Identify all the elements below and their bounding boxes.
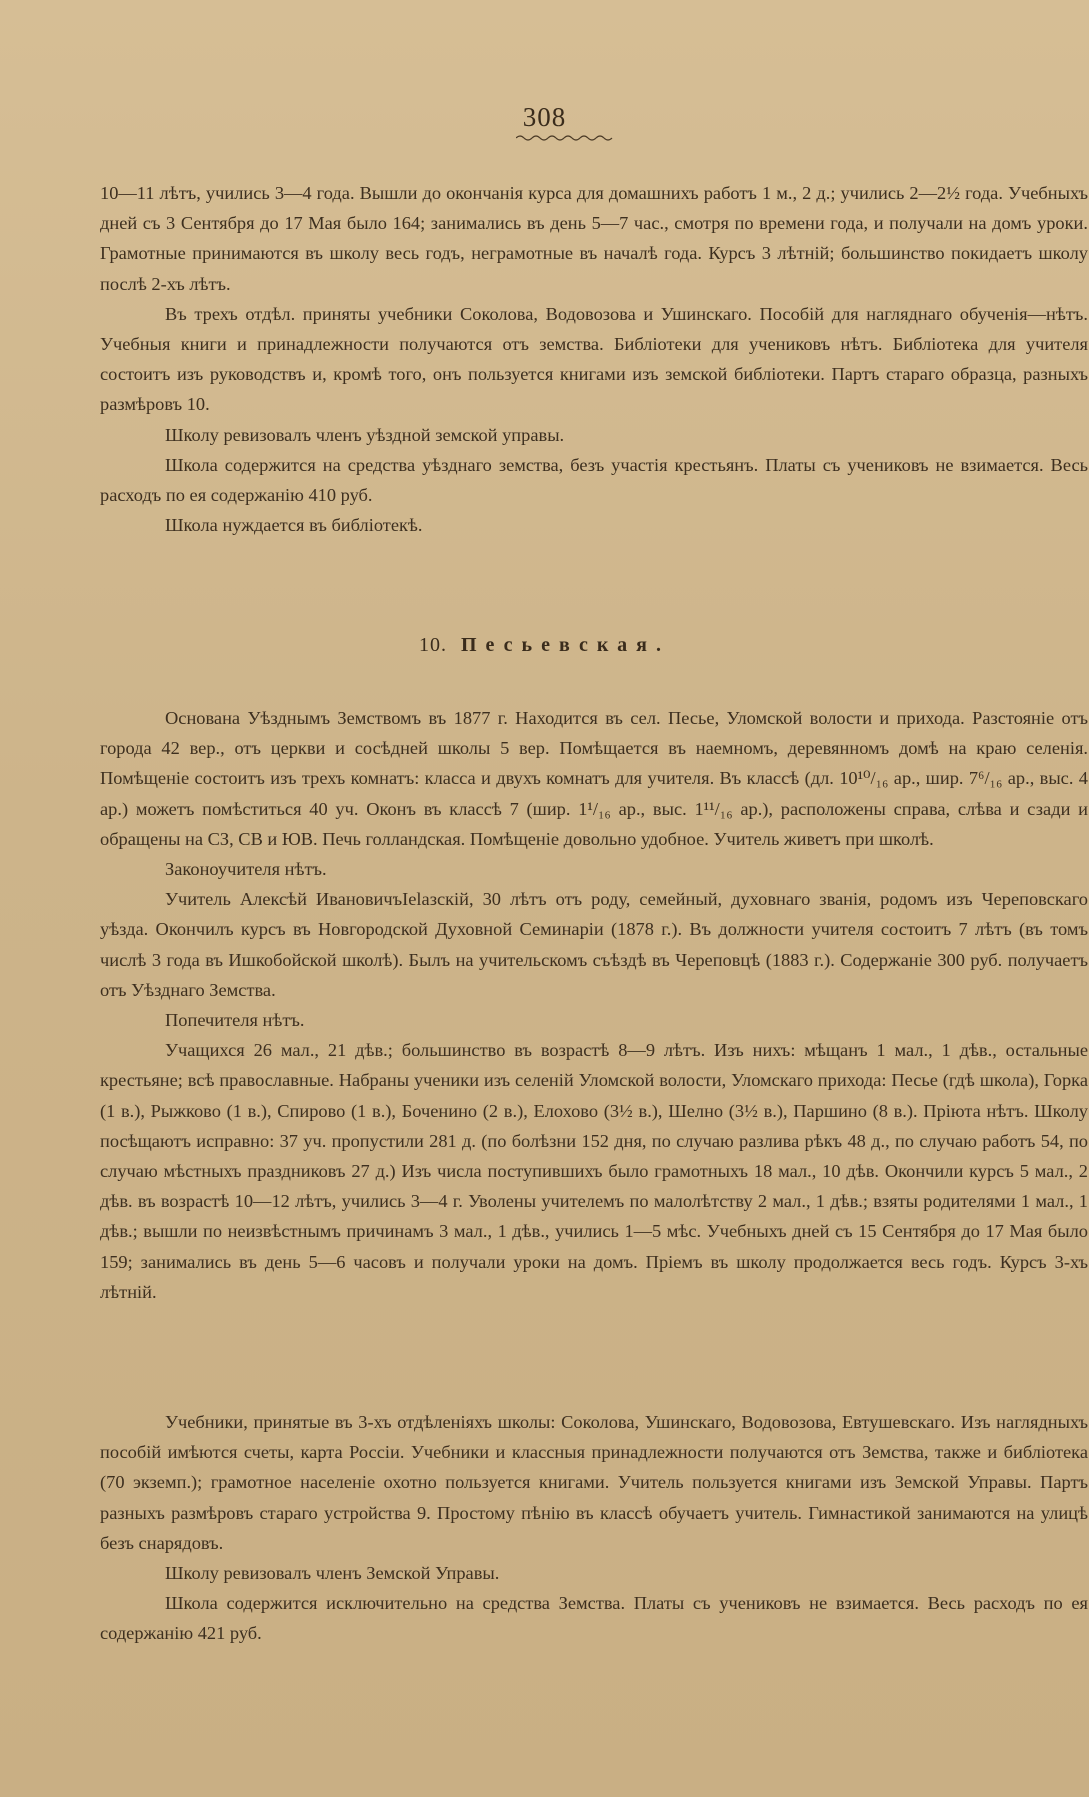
section-heading — [0, 634, 1089, 657]
final-text-block — [100, 1407, 1088, 1649]
page-number: 308 — [522, 102, 567, 132]
paragraph: 10—11 лѣтъ, учились 3—4 года. Вышли до окончанія курса для домашнихъ работъ 1 м., 2 д.; учились 2—2½ года. Учебныхъ дней съ 3 Сентября до 17 Мая было 164; занимались въ день 5—7 час., смотря по времени года, и получали на домъ уроки. Грамотные принимаются въ школу весь годъ, неграмотные въ началѣ года. Курсъ 3 лѣтній; большинство покидаетъ школу послѣ 2-хъ лѣтъ. — [100, 183, 1088, 294]
top-text-block — [100, 178, 1088, 540]
wavy-underline-ornament — [516, 134, 616, 142]
paragraph: Школу ревизовалъ членъ уѣздной земской управы. — [165, 424, 565, 445]
paragraph: Школа содержится на средства уѣзднаго земства, безъ участія крестьянъ. Платы съ учениковъ не взимается. Весь расходъ по ея содержанію 410 руб. — [100, 454, 1088, 506]
paragraph: Учитель Алексѣй ИвановичъIelaзскій, 30 лѣтъ отъ роду, семейный, духовнаго званія, родомъ изъ Череповскаго уѣзда. Окончилъ курсъ въ Новгородской Духовной Семинаріи (1878 г.). Въ должности учителя состоитъ 7 лѣтъ (въ томъ числѣ 3 года въ Ишкобойской школѣ). Былъ на учительскомъ съѣздѣ въ Череповцѣ (1883 г.). Содержаніе 300 руб. получаетъ отъ Уѣзднаго Земства. — [100, 889, 1088, 1000]
paragraph: Въ трехъ отдѣл. приняты учебники Соколова, Водовозова и Ушинскаго. Пособій для нагляднаго обученія—нѣтъ. Учебныя книги и принадлежности получаются отъ земства. Библіотеки для учениковъ нѣтъ. Библіотека для учителя состоитъ изъ руководствъ и, кромѣ того, онъ пользуется книгами изъ земской библіотеки. Партъ стараго образца, разныхъ размѣровъ 10. — [100, 303, 1088, 415]
section-number: 10. — [419, 634, 447, 656]
paragraph: Учащихся 26 мал., 21 дѣв.; большинство въ возрастѣ 8—9 лѣтъ. Изъ нихъ: мѣщанъ 1 мал., 1 дѣв., остальные крестьяне; всѣ православные. Набраны ученики изъ селеній Уломской волости, Уломскаго прихода: Песье (гдѣ школа), Горка (1 в.), Рыжково (1 в.), Спирово (1 в.), Боченино (2 в.), Елохово (3½ в.), Шелно (3½ в.), Паршино (8 в.). Пріюта нѣтъ. Школу посѣщаютъ исправно: 37 уч. пропустили 281 д. (по болѣзни 152 дня, по случаю разлива рѣкъ 48 д., по случаю работъ 54, по случаю мѣстныхъ праздниковъ 27 д.) Изъ числа поступившихъ было грамотныхъ 18 мал., 10 дѣв. Окончили курсъ 5 мал., 2 дѣв. въ возрастѣ 10—12 лѣтъ, учились 3—4 г. Уволены учителемъ по малолѣтству 2 мал., 1 дѣв.; взяты родителями 1 мал., 1 дѣв.; вышли по неизвѣстнымъ причинамъ 3 мал., 1 дѣв., учились 1—5 мѣс. Учебныхъ дней съ 15 Сентября до 17 Мая было 159; занимались въ день 5—6 часовъ и получали уроки на домъ. Пріемъ въ школу продолжается весь годъ. Курсъ 3-хъ лѣтній. — [100, 1040, 1088, 1302]
paragraph: Попечителя нѣтъ. — [165, 1010, 305, 1031]
paragraph: Школа содержится исключительно на средства Земства. Платы съ учениковъ не взимается. Весь расходъ по ея содержанію 421 руб. — [100, 1593, 1088, 1644]
section-name: Песьевская. — [461, 634, 670, 656]
section-text-block — [100, 703, 1088, 1307]
paragraph: Учебники, принятые въ 3-хъ отдѣленіяхъ школы: Соколова, Ушинскаго, Водовозова, Евтушевскаго. Изъ наглядныхъ пособій имѣются счеты, карта Россіи. Учебники и классныя принадлежности получаются отъ Земства, также и библіотека (70 экземп.); грамотное населеніе охотно пользуется книгами. Учитель пользуется книгами изъ Земской Управы. Партъ разныхъ размѣровъ стараго устройства 9. Простому пѣнію въ классѣ обучаетъ учитель. Гимнастикой занимаются на улицѣ безъ снарядовъ. — [100, 1412, 1088, 1553]
paragraph: Школу ревизовалъ членъ Земской Управы. — [165, 1563, 500, 1584]
paragraph: Основана Уѣзднымъ Земствомъ въ 1877 г. Находится въ сел. Песье, Уломской волости и прихода. Разстояніе отъ города 42 вер., отъ церкви и сосѣдней школы 5 вер. Помѣщается въ наемномъ, деревянномъ домѣ на краю селенія. Помѣщеніе состоитъ изъ трехъ комнатъ: класса и двухъ комнатъ для учителя. Въ классѣ (дл. 10¹⁰/₁₆ ар., шир. 7⁶/₁₆ ар., выс. 4 ар.) можетъ помѣститься 40 уч. Оконъ въ классѣ 7 (шир. 1¹/₁₆ ар., выс. 1¹¹/₁₆ ар.), расположены справа, слѣва и сзади и обращены на СЗ, СВ и ЮВ. Печь голландская. Помѣщеніе довольно удобное. Учитель живетъ при школѣ. — [100, 708, 1088, 849]
paragraph: Законоучителя нѣтъ. — [165, 859, 327, 880]
paragraph: Школа нуждается въ библіотекѣ. — [165, 515, 423, 536]
